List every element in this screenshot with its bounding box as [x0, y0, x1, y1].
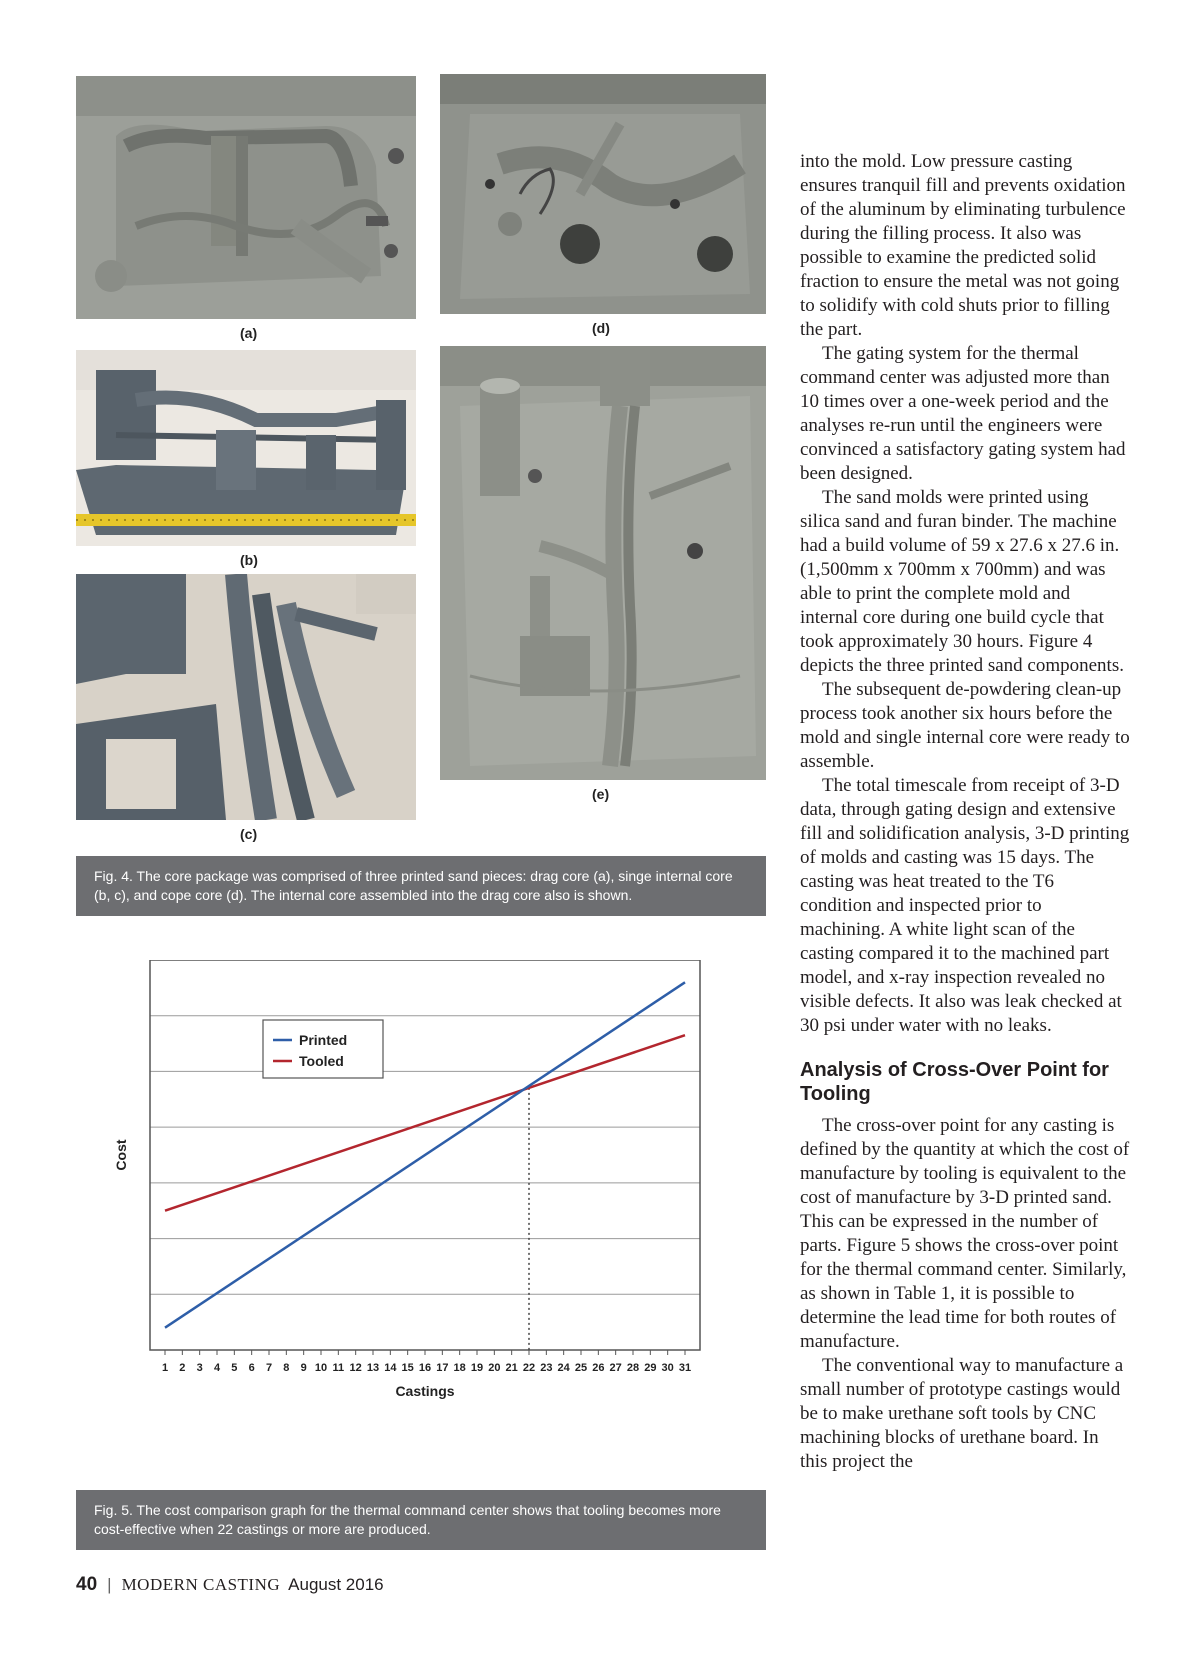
footer-separator: |	[107, 1575, 112, 1594]
x-axis-title: Castings	[395, 1383, 455, 1399]
x-tick-label: 3	[196, 1362, 203, 1374]
x-tick-label: 2	[179, 1362, 186, 1374]
x-tick-label: 25	[574, 1362, 588, 1374]
page-number: 40	[76, 1574, 98, 1595]
y-axis-title: Cost	[113, 1139, 129, 1171]
x-tick-label: 30	[661, 1362, 674, 1374]
photo-drag-core-a	[76, 76, 416, 319]
figure-label-c: (c)	[240, 826, 258, 842]
photo-assembled-core-e	[440, 346, 766, 780]
photo-internal-core-b	[76, 350, 416, 546]
x-tick-label: 6	[248, 1362, 255, 1374]
body-paragraph: The total timescale from receipt of 3-D data, through gating design and extensive fill and solidification analysis, 3-D printing of molds and casting was 15 days. The casting was heat treated to the T6 condition and inspected prior to machining. A white light scan of the casting compared it to the machined part model, and x-ray inspection revealed no visible defects. It also was leak checked at 30 psi under water with no leaks.	[800, 775, 1130, 1036]
x-tick-label: 18	[453, 1362, 466, 1374]
tooled-series-line	[165, 1035, 685, 1211]
photo-internal-core-c	[76, 574, 416, 820]
issue-date: August 2016	[288, 1575, 384, 1594]
x-tick-label: 20	[488, 1362, 501, 1374]
x-tick-label: 10	[314, 1362, 328, 1374]
x-tick-label: 28	[626, 1362, 640, 1374]
x-tick-label: 8	[283, 1362, 290, 1374]
x-tick-label: 5	[231, 1362, 238, 1374]
legend-tooled-label: Tooled	[299, 1053, 344, 1069]
x-tick-label: 21	[505, 1362, 518, 1374]
x-tick-label: 27	[609, 1362, 622, 1374]
x-tick-label: 31	[678, 1362, 692, 1374]
figure-4-caption: Fig. 4. The core package was comprised of three printed sand pieces: drag core (a), singe internal core (b, c), and cope core (d). The internal core assembled into the drag core also is shown.	[76, 856, 766, 916]
legend-printed-label: Printed	[299, 1032, 348, 1048]
x-tick-label: 26	[592, 1362, 605, 1374]
figure-5-caption: Fig. 5. The cost comparison graph for the thermal command center shows that tooling becomes more cost-effective when 22 castings or more are produced.	[76, 1490, 766, 1550]
body-paragraph: The gating system for the thermal command center was adjusted more than 10 times over a one-week period and the analyses re-run until the engineers were convinced a satisfactory gating system had been designed.	[800, 343, 1126, 484]
magazine-title: MODERN CASTING	[121, 1575, 281, 1594]
figure-label-a: (a)	[240, 325, 258, 341]
x-tick-label: 29	[644, 1362, 657, 1374]
section-heading: Analysis of Cross-Over Point for Tooling	[800, 1059, 1109, 1105]
x-tick-label: 19	[470, 1362, 484, 1374]
x-tick-label: 24	[557, 1362, 570, 1374]
x-tick-label: 9	[300, 1362, 307, 1374]
x-tick-label: 7	[265, 1362, 273, 1374]
body-paragraph: The cross-over point for any casting is defined by the quantity at which the cost of manufacture by tooling is equivalent to the cost of manufacture by 3-D printed sand. This can be expressed in the number of parts. Figure 5 shows the cross-over point for the thermal command center. Similarly, as shown in Table 1, it is possible to determine the lead time for both routes of manufacture.	[800, 1115, 1130, 1352]
body-paragraph: The conventional way to manufacture a small number of prototype castings would be to make urethane soft tools by CNC machining blocks of urethane board. In this project the	[800, 1355, 1124, 1472]
x-tick-label: 16	[418, 1362, 432, 1374]
x-tick-label: 13	[366, 1362, 380, 1374]
x-tick-label: 17	[436, 1362, 449, 1374]
x-tick-label: 23	[540, 1362, 553, 1374]
body-paragraph: The sand molds were printed using silica sand and furan binder. The machine had a build volume of 59 x 27.6 x 27.6 in. (1,500mm x 700mm x 700mm) and was able to print the complete mold and internal core during one build cycle that took approximately 30 hours. Figure 4 depicts the three printed sand components.	[800, 487, 1124, 676]
article-body	[800, 150, 1130, 1474]
x-tick-label: 11	[332, 1362, 345, 1374]
x-tick-label: 14	[384, 1362, 397, 1374]
photo-cope-core-d	[440, 74, 766, 314]
figure-label-b: (b)	[240, 552, 258, 568]
x-tick-label: 4	[213, 1362, 221, 1374]
x-tick-label: 1	[161, 1362, 169, 1374]
body-paragraph: The subsequent de-powdering clean-up process took another six hours before the mold and single internal core were ready to assemble.	[800, 679, 1130, 772]
x-tick-label: 22	[522, 1362, 536, 1374]
legend	[263, 1020, 383, 1078]
x-tick-label: 12	[349, 1362, 362, 1374]
body-paragraph: into the mold. Low pressure casting ensures tranquil fill and prevents oxidation of the aluminum by eliminating turbulence during the filling process. It also was possible to examine the predicted solid fraction to ensure the metal was not going to solidify with cold shuts prior to filling the part.	[800, 151, 1126, 340]
printed-series-line	[165, 982, 685, 1327]
x-tick-label: 15	[401, 1362, 414, 1374]
figure-label-d: (d)	[592, 320, 610, 336]
figure-label-e: (e)	[592, 786, 610, 802]
page-footer	[76, 1574, 384, 1596]
cost-comparison-chart	[110, 960, 710, 1470]
